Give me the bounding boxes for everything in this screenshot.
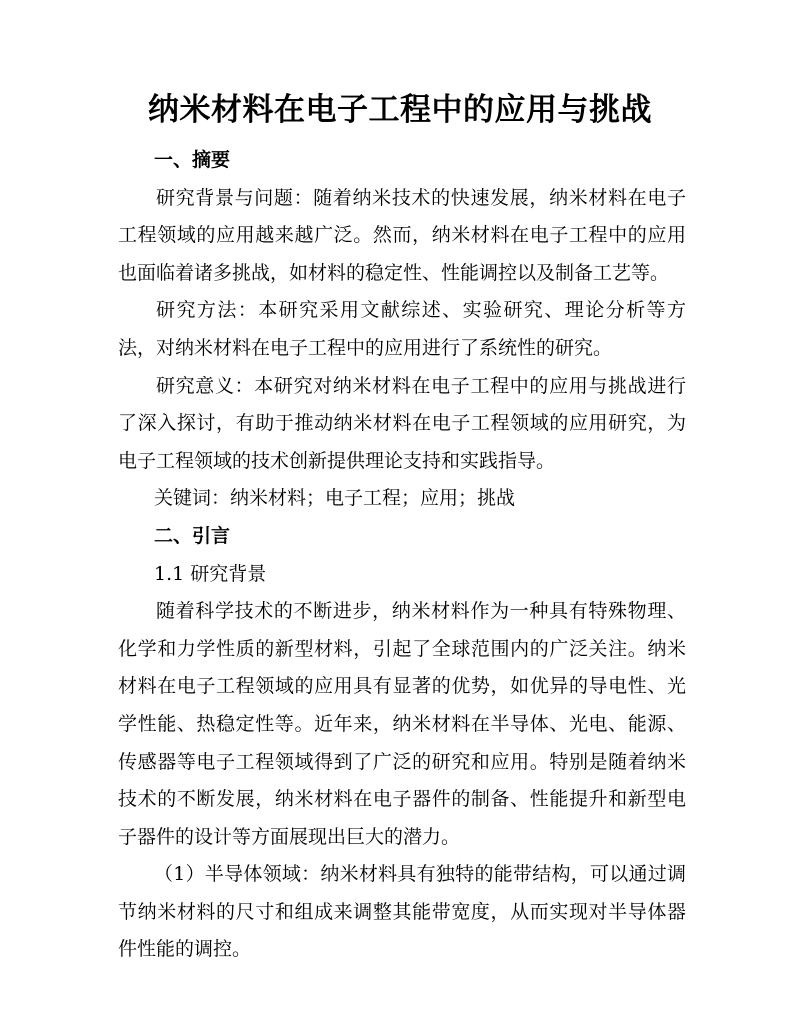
document-body: [118, 142, 686, 969]
keywords-line: 关键词：纳米材料；电子工程；应用；挑战: [154, 487, 516, 510]
abstract-significance-paragraph: 研究意义：本研究对纳米材料在电子工程中的应用与挑战进行了深入探讨，有助于推动纳米材料在电子工程领域的应用研究，为电子工程领域的技术创新提供理论支持和实践指导。: [118, 374, 686, 472]
subsection-heading-background: 1.1 研究背景: [154, 562, 267, 585]
document-title: 纳米材料在电子工程中的应用与挑战: [148, 92, 652, 128]
abstract-background-paragraph: 研究背景与问题：随着纳米技术的快速发展，纳米材料在电子工程领域的应用越来越广泛。然而，纳米材料在电子工程中的应用也面临着诸多挑战，如材料的稳定性、性能调控以及制备工艺等。: [118, 186, 686, 284]
list-item-semiconductor: （1）半导体领域：纳米材料具有独特的能带结构，可以通过调节纳米材料的尺寸和组成来调整其能带宽度，从而实现对半导体器件性能的调控。: [118, 863, 686, 961]
section-heading-abstract: 一、摘要: [154, 149, 231, 171]
section-heading-intro: 二、引言: [154, 524, 231, 547]
intro-background-paragraph: 随着科学技术的不断进步，纳米材料作为一种具有特殊物理、化学和力学性质的新型材料，引起了全球范围内的广泛关注。纳米材料在电子工程领域的应用具有显著的优势，如优异的导电性、光学性能、热稳定性等。近年来，纳米材料在半导体、光电、能源、传感器等电子工程领域得到了广泛的研究和应用。特别是随着纳米技术的不断发展，纳米材料在电子器件的制备、性能提升和新型电子器件的设计等方面展现出巨大的潜力。: [118, 600, 686, 848]
abstract-method-paragraph: 研究方法：本研究采用文献综述、实验研究、理论分析等方法，对纳米材料在电子工程中的应用进行了系统性的研究。: [118, 299, 686, 359]
